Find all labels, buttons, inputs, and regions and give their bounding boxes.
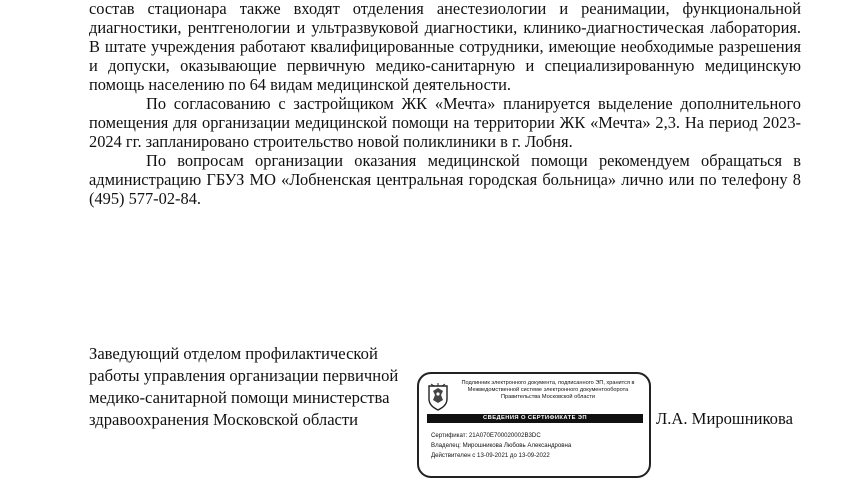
signer-position-line: Заведующий отделом профилактической bbox=[89, 344, 378, 363]
certificate-details bbox=[431, 431, 643, 461]
electronic-signature-stamp bbox=[417, 372, 651, 478]
signer-position-line: здравоохранения Московской области bbox=[89, 410, 359, 429]
certificate-validity: Действителен с 13-09-2021 до 13-09-2022 bbox=[431, 452, 550, 459]
letter-body bbox=[89, 0, 801, 208]
certificate-owner: Владелец: Мирошникова Любовь Александровна bbox=[431, 442, 572, 449]
certificate-number: Сертификат: 21A070E700020002B3DC bbox=[431, 432, 541, 439]
stamp-header: СВЕДЕНИЯ О СЕРТИФИКАТЕ ЭП bbox=[427, 414, 643, 423]
paragraph-additional-premises: По согласованию с застройщиком ЖК «Мечта» планируется выделение дополнительного помещения для организации медицинской помощи на территории ЖК «Мечта» 2,3. На период 2023-2024 гг. запланировано строительство новой поликлиники в г. Лобня. bbox=[89, 94, 801, 151]
coat-of-arms-icon bbox=[427, 383, 449, 411]
paragraph-hospital-departments: состав стационара также входят отделения анестезиологии и реанимации, функциональной диагностики, рентгенологии и ультразвуковой диагностики, клинико-диагностическая лаборатория. В штате учреждения работают квалифицированные сотрудники, имеющие необходимые разрешения и допуски, оказывающие первичную медико-санитарную и специализированную медицинскую помощь населению по 64 видам медицинской деятельности. bbox=[89, 0, 801, 94]
signer-position bbox=[89, 343, 419, 431]
stamp-note: Подлинник электронного документа, подписанного ЭП, хранится в Межведомственной системе электронного документооборота Правительства Московской области bbox=[461, 380, 635, 400]
signer-position-line: работы управления организации первичной bbox=[89, 366, 399, 385]
signer-position-line: медико-санитарной помощи министерства bbox=[89, 388, 390, 407]
signer-name: Л.А. Мирошникова bbox=[656, 409, 793, 428]
paragraph-contact-info: По вопросам организации оказания медицинской помощи рекомендуем обращаться в администрацию ГБУЗ МО «Лобненская центральная городская больница» лично или по телефону 8 (495) 577-02-84. bbox=[89, 151, 801, 208]
